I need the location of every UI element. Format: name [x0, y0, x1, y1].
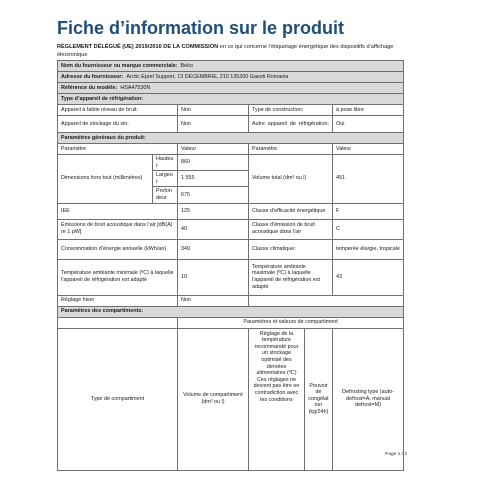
eei-value: 125	[178, 203, 249, 219]
temperature-setting-label: Réglage de la température recommandé pour un stockage optimisé des denrées alimentaires (ºC) Ces réglages ne doivent pas être en contradiction avec les conditions	[249, 328, 305, 470]
noise-class-label: Classe d’émission de bruit acoustique dans l’air	[249, 219, 333, 239]
regulation-text	[57, 43, 407, 59]
height-value: 860	[178, 155, 249, 171]
construction-value: à pose libre	[333, 105, 404, 116]
total-volume-value: 451	[333, 155, 404, 204]
compartment-type-label: Type de compartiment	[58, 328, 178, 470]
depth-value: 675	[178, 187, 249, 203]
winter-setting-row	[58, 295, 404, 306]
depth-label: Profondeur	[153, 187, 178, 203]
compartment-volume-label: Volume de compartiment (dm³ ou l)	[178, 328, 249, 470]
min-temperature-value: 10	[178, 259, 249, 295]
supplier-name-value: Beko	[180, 62, 193, 69]
wine-storage-label: Appareil de stockage du vin:	[58, 116, 178, 133]
winter-setting-value: Non	[178, 295, 249, 306]
max-temperature-label: Température ambiante maximale (ºC) à laquelle l’appareil de réfrigération est adapté	[249, 259, 333, 295]
compartments-section-header: Paramètres des compartiments:	[58, 306, 404, 317]
model-row	[58, 83, 404, 94]
noise-label: Émissions de bruit acoustique dans l’air [dB(A) re 1 pW]	[58, 219, 178, 239]
noise-row	[58, 219, 404, 239]
wine-storage-row	[58, 116, 404, 133]
column-header-param-1: Paramètre	[58, 144, 178, 155]
general-section-header-row	[58, 133, 404, 144]
dimensions-label: Dimensions hors tout (millimètres)	[58, 155, 153, 204]
model-value: HSA47530N	[120, 84, 151, 91]
consumption-value: 349	[178, 239, 249, 259]
max-temperature-value: 43	[333, 259, 404, 295]
supplier-address-label: Adresse du fournisseur:	[61, 73, 124, 80]
climate-class-label: Classe climatique:	[249, 239, 333, 259]
compartments-group-header: Paramètres et valeurs de compartiment	[178, 317, 404, 328]
low-noise-row	[58, 105, 404, 116]
low-noise-value: Non	[178, 105, 249, 116]
supplier-address-row	[58, 72, 404, 83]
product-info-table	[57, 60, 404, 471]
eei-row	[58, 203, 404, 219]
defrosting-type-label: Defrosting type (auto-defrost=A, manual defrost=M)	[333, 328, 404, 470]
supplier-name-label: Nom du fournisseur ou marque commerciale:	[61, 62, 178, 69]
type-section-header: Type d’appareil de réfrigération:	[58, 94, 404, 105]
regulation-rest: en ce qui concerne l’étiquetage énergétique des dispositifs d’affichage électronique	[57, 44, 394, 58]
height-label: Hauteur	[153, 155, 178, 171]
other-appliance-value: Oui	[333, 116, 404, 133]
column-header-param-2: Paramètre	[249, 144, 333, 155]
compartments-section-header-row	[58, 306, 404, 317]
supplier-name-row	[58, 61, 404, 72]
consumption-row	[58, 239, 404, 259]
energy-class-value: F	[333, 203, 404, 219]
winter-setting-label: Réglage hiver	[58, 295, 178, 306]
wine-storage-value: Non	[178, 116, 249, 133]
width-label: Largeur	[153, 171, 178, 187]
column-header-value-2: Valeur	[333, 144, 404, 155]
dimensions-height-row	[58, 155, 404, 171]
construction-label: Type de construction:	[249, 105, 333, 116]
min-temperature-label: Température ambiante minimale (ºC) à laquelle l’appareil de réfrigération est adapté	[58, 259, 178, 295]
climate-class-value: tempérée élargie, tropicale	[333, 239, 404, 259]
type-section-header-row	[58, 94, 404, 105]
compartments-column-header-row	[58, 328, 404, 470]
other-appliance-label: Autre appareil de réfrigération:	[249, 116, 333, 133]
general-column-header-row	[58, 144, 404, 155]
temperature-row	[58, 259, 404, 295]
low-noise-label: Appareil à faible niveau de bruit:	[58, 105, 178, 116]
width-value: 1 555	[178, 171, 249, 187]
page-title: Fiche d’information sur le produit	[57, 18, 345, 38]
regulation-title: RÈGLEMENT DÉLÉGUÉ (UE) 2019/2016 DE LA COMMISSION	[57, 44, 219, 50]
total-volume-label: Volume total (dm³ ou l)	[249, 155, 333, 204]
freezing-capacity-label: Pouvoir de congélation (kg/24h)	[305, 328, 333, 470]
column-header-value-1: Valeur	[178, 144, 249, 155]
general-section-header: Paramètres généraux du produit:	[58, 133, 404, 144]
eei-label: IEE	[58, 203, 178, 219]
noise-class-value: C	[333, 219, 404, 239]
noise-value: 40	[178, 219, 249, 239]
model-label: Référence du modèle:	[61, 84, 118, 91]
page-number: Page 1 / 2	[385, 452, 407, 457]
energy-class-label: Classe d’efficacité énergétique	[249, 203, 333, 219]
supplier-address-value: Arctic Eprel Support, 13 DECEMBRIE, 210 135200 Gaesti Romania	[126, 73, 289, 80]
consumption-label: Consommation d’énergie annuelle (kWh/an)	[58, 239, 178, 259]
compartments-group-header-row	[58, 317, 404, 328]
